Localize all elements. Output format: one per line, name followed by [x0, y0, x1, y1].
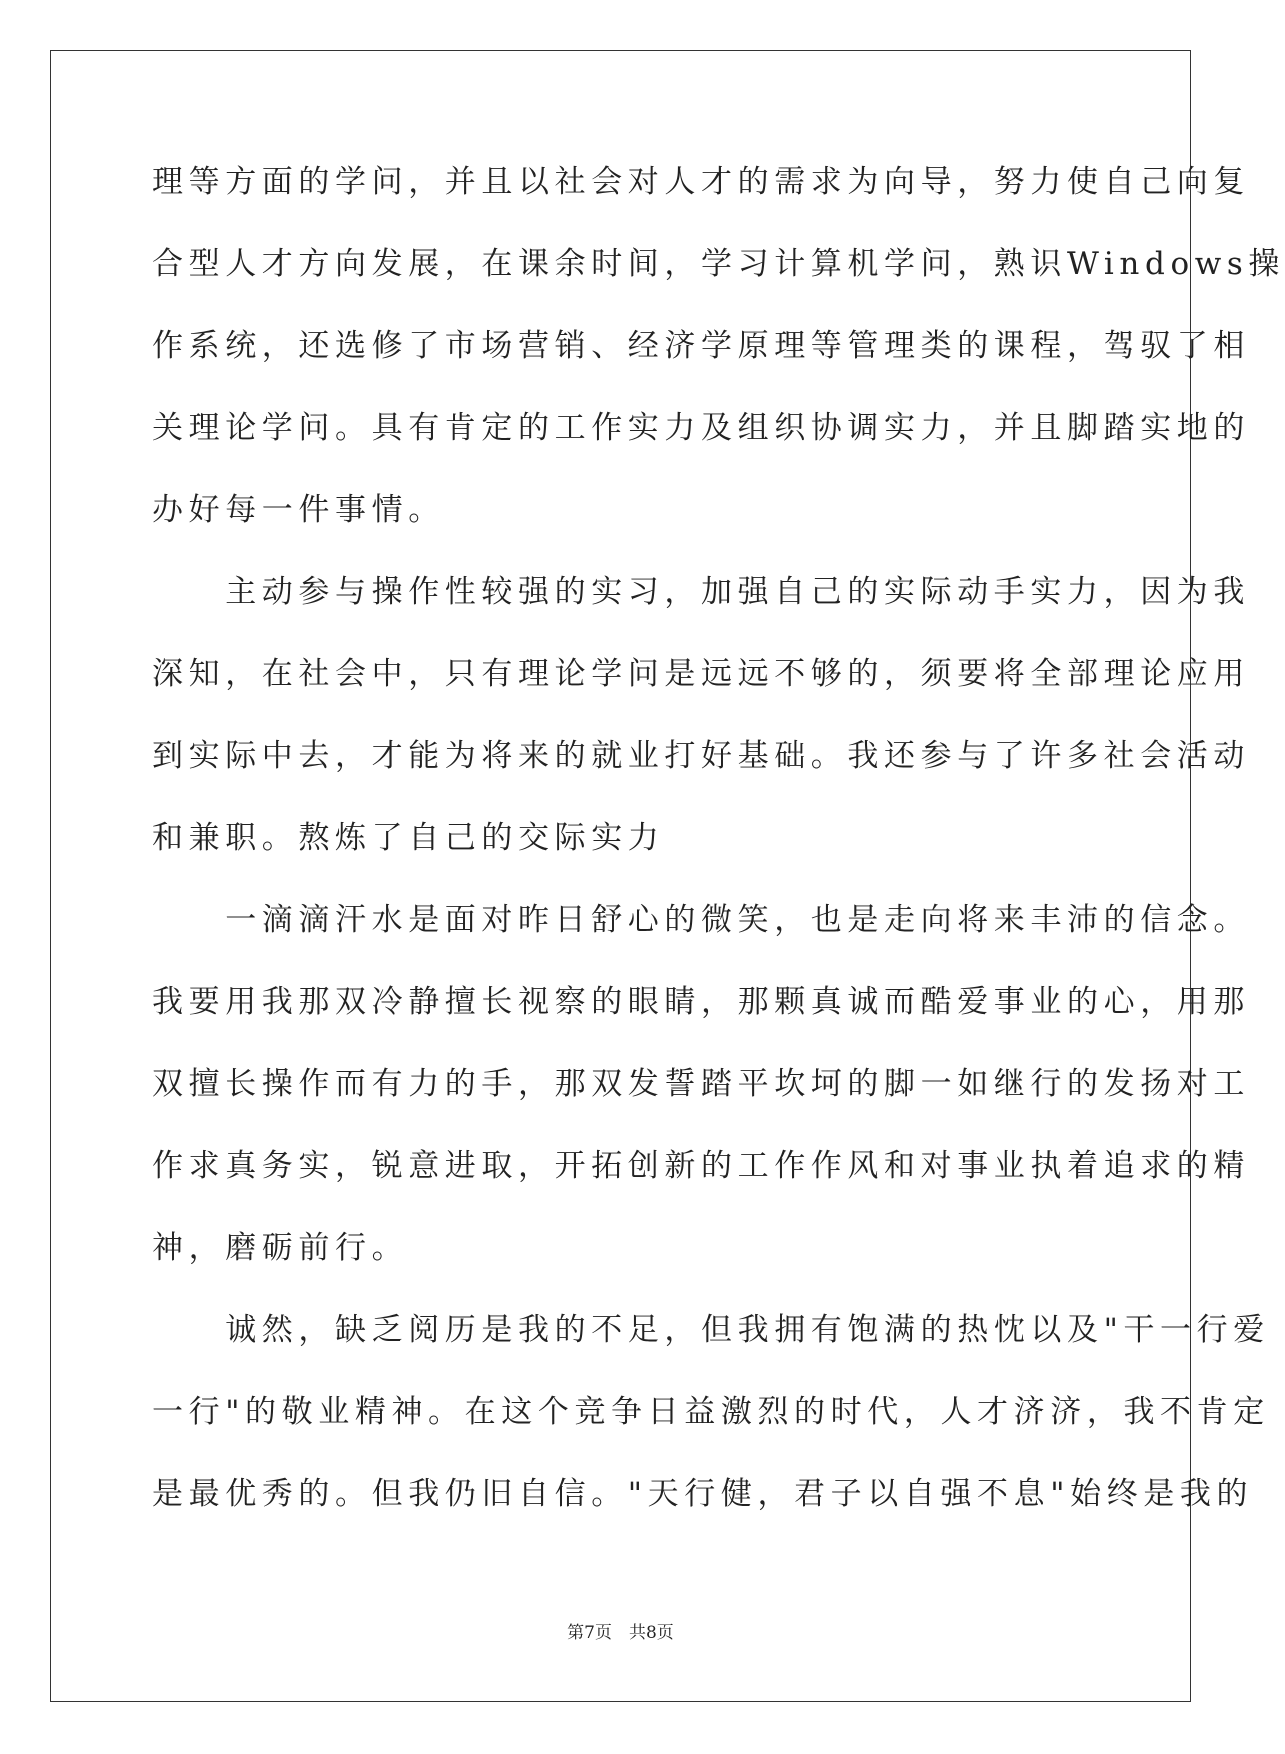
- text-line: 合型人才方向发展，在课余时间，学习计算机学问，熟识Windows操: [152, 246, 1285, 282]
- text-line: 作系统，还选修了市场营销、经济学原理等管理类的课程，驾驭了相: [152, 328, 1250, 364]
- text-line: 双擅长操作而有力的手，那双发誓踏平坎坷的脚一如继行的发扬对工: [152, 1066, 1250, 1102]
- text-line: 是最优秀的。但我仍旧自信。"天行健，君子以自强不息"始终是我的: [152, 1476, 1254, 1512]
- text-line: 理等方面的学问，并且以社会对人才的需求为向导，努力使自己向复: [152, 164, 1250, 200]
- page-number-footer: 第7页 共8页: [567, 1623, 674, 1643]
- text-line: 神，磨砺前行。: [152, 1230, 409, 1266]
- text-line: 和兼职。熬炼了自己的交际实力: [152, 820, 665, 856]
- document-body: [152, 160, 1285, 1554]
- text-line: 到实际中去，才能为将来的就业打好基础。我还参与了许多社会活动: [152, 738, 1250, 774]
- text-line: 关理论学问。具有肯定的工作实力及组织协调实力，并且脚踏实地的: [152, 410, 1250, 446]
- text-line: 我要用我那双冷静擅长视察的眼睛，那颗真诚而酷爱事业的心，用那: [152, 984, 1250, 1020]
- text-line: 一滴滴汗水是面对昨日舒心的微笑，也是走向将来丰沛的信念。: [152, 902, 1250, 938]
- text-line: 作求真务实，锐意进取，开拓创新的工作作风和对事业执着追求的精: [152, 1148, 1250, 1184]
- text-line: 一行"的敬业精神。在这个竞争日益激烈的时代，人才济济，我不肯定: [152, 1394, 1270, 1430]
- text-line: 深知，在社会中，只有理论学问是远远不够的，须要将全部理论应用: [152, 656, 1250, 692]
- text-line: 主动参与操作性较强的实习，加强自己的实际动手实力，因为我: [152, 574, 1250, 610]
- text-line: 诚然，缺乏阅历是我的不足，但我拥有饱满的热忱以及"干一行爱: [152, 1312, 1270, 1348]
- text-line: 办好每一件事情。: [152, 492, 445, 528]
